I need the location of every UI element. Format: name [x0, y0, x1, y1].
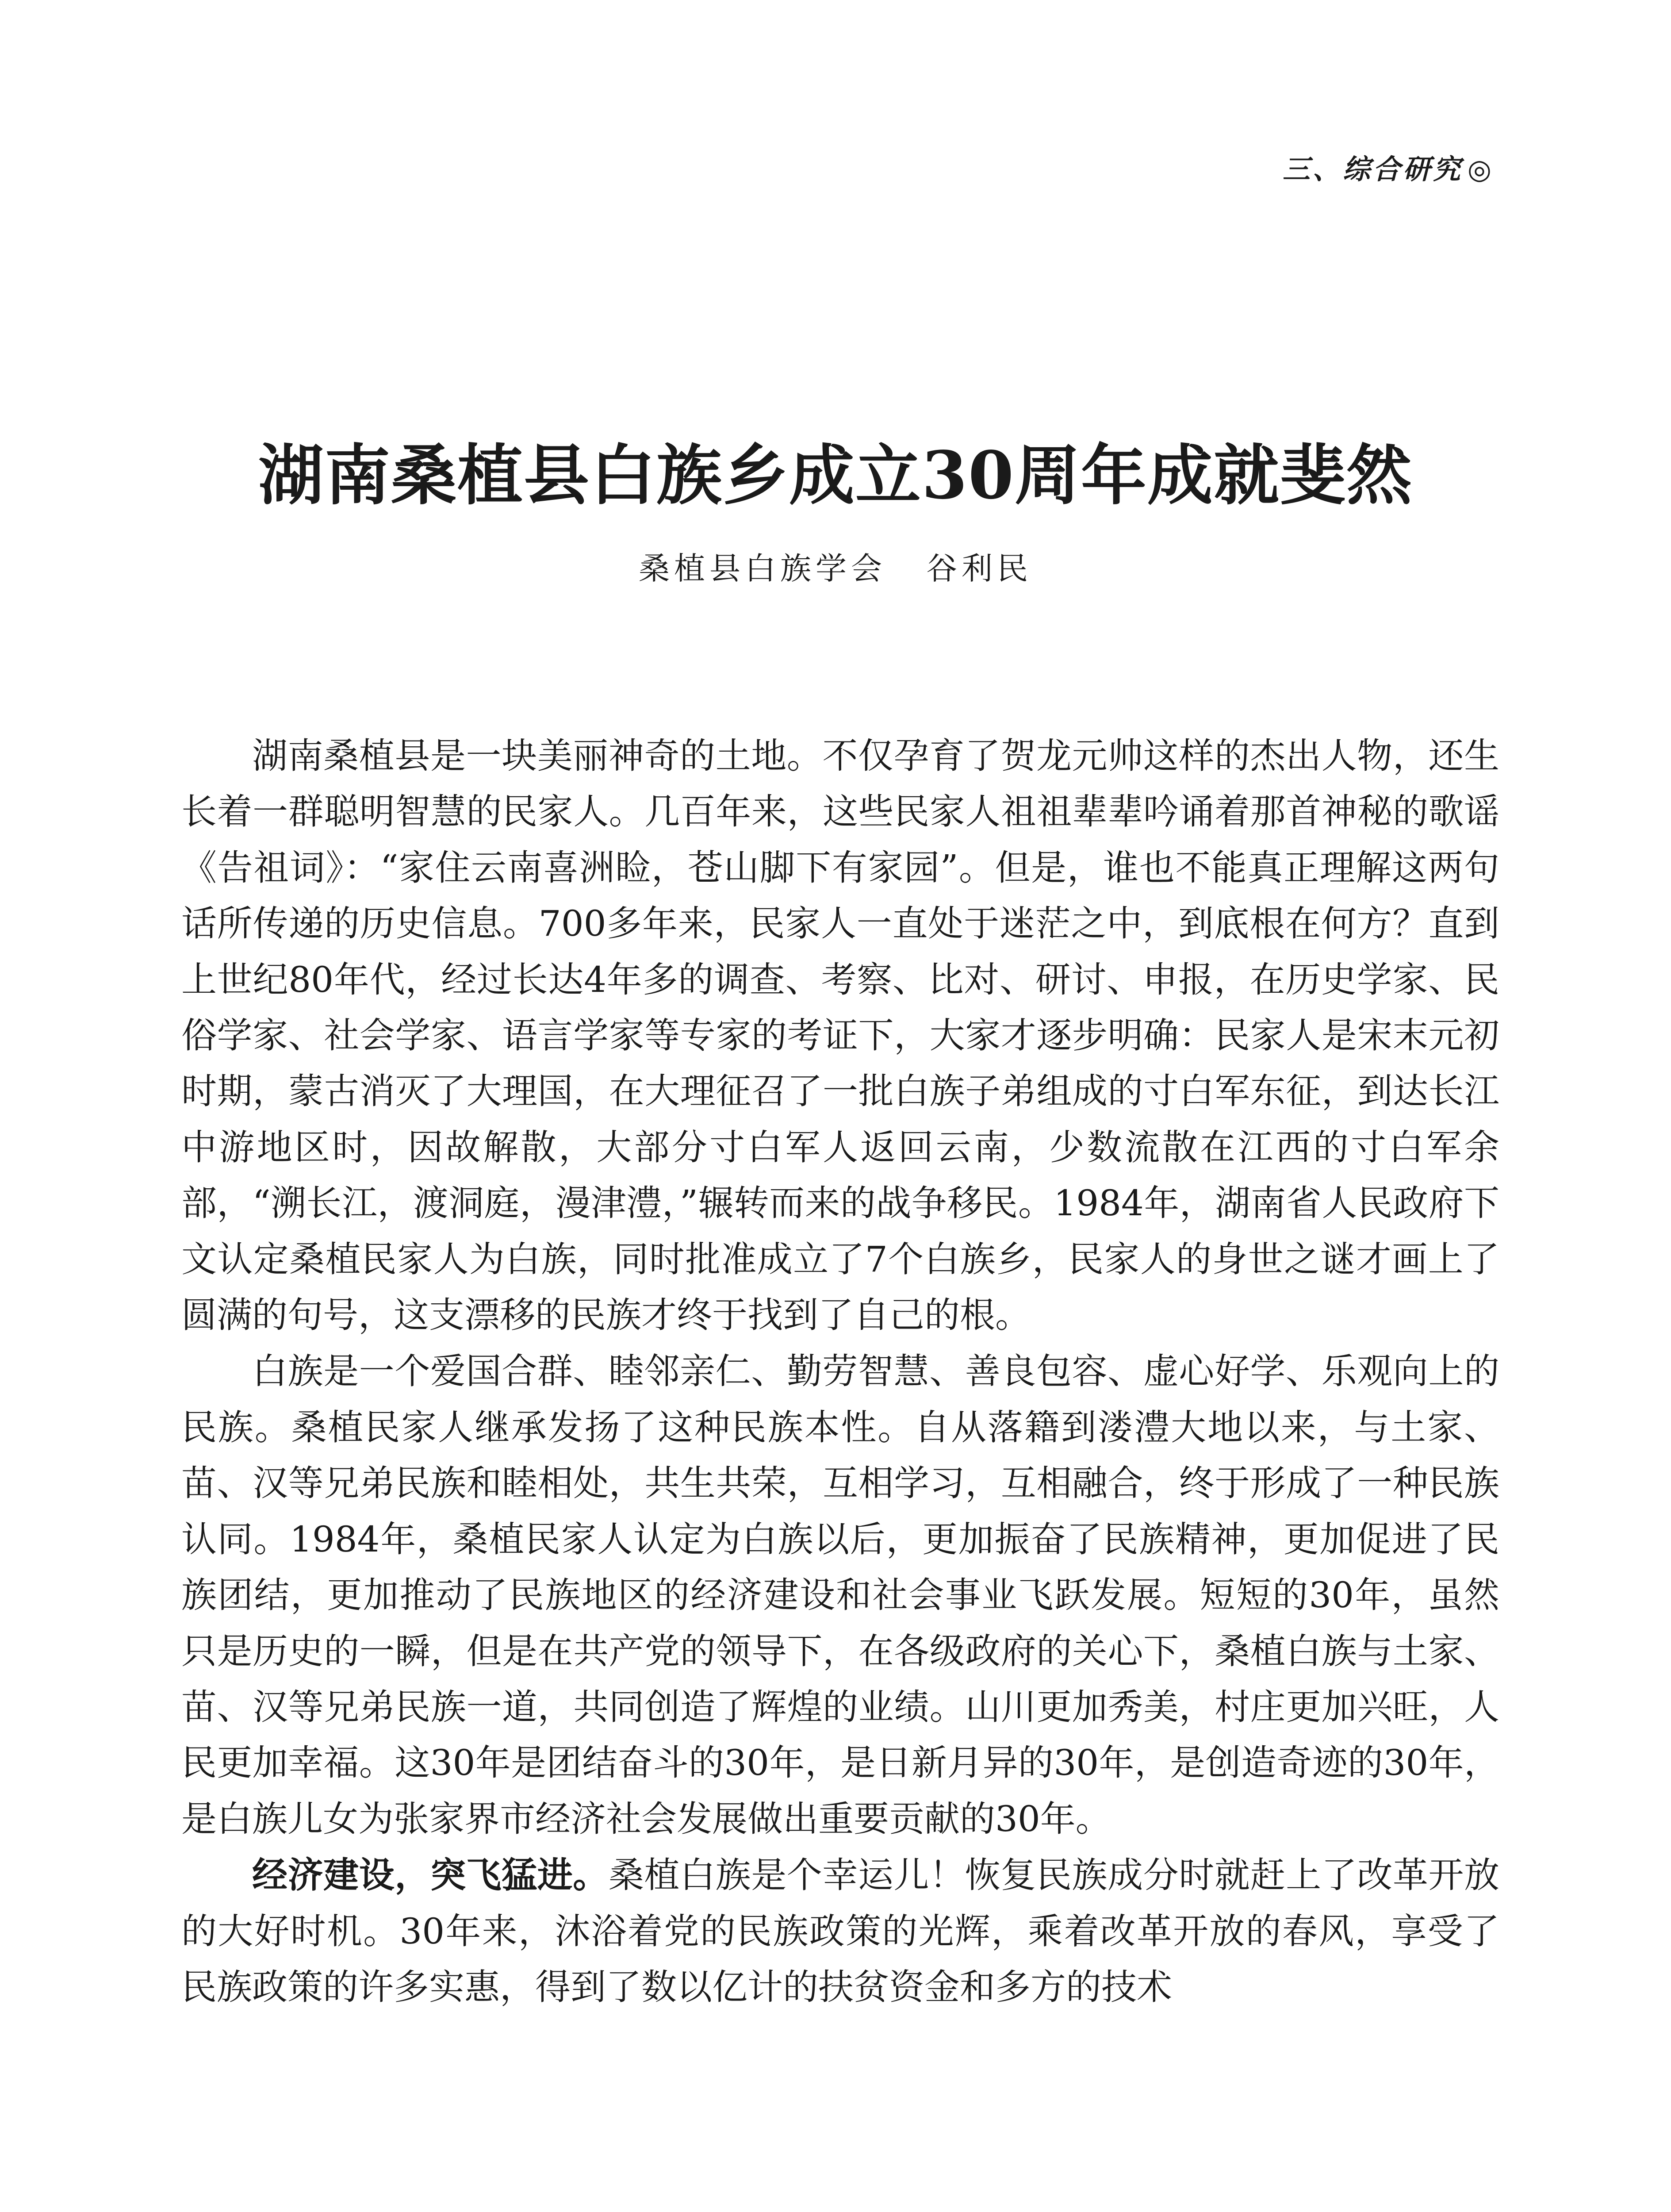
paragraph-1 [181, 728, 1499, 1343]
article-body [181, 728, 1499, 2015]
paragraph-2 [181, 1343, 1499, 1847]
paragraph-text: 桑植白族是个幸运儿！恢复民族成分时就赶上了改革开放的大好时机。30年来，沐浴着党的民族政策的光辉，乘着改革开放的春风，享受了民族政策的许多实惠，得到了数以亿计的扶贫资金和多方的技术 [181, 1855, 1500, 2008]
paragraph-text: 湖南桑植县是一块美丽神奇的土地。不仅孕育了贺龙元帅这样的杰出人物，还生长着一群聪明智慧的民家人。几百年来，这些民家人祖祖辈辈吟诵着那首神秘的歌谣《告祖词》：“家住云南喜洲睑，苍山脚下有家园”。但是，谁也不能真正理解这两句话所传递的历史信息。700多年来，民家人一直处于迷茫之中，到底根在何方？直到上世纪80年代，经过长达4年多的调查、考察、比对、研讨、申报，在历史学家、民俗学家、社会学家、语言学家等专家的考证下，大家才逐步明确：民家人是宋末元初时期，蒙古消灭了大理国，在大理征召了一批白族子弟组成的寸白军东征，到达长江中游地区时，因故解散，大部分寸白军人返回云南，少数流散在江西的寸白军余部，“溯长江，渡洞庭，漫津澧，”辗转而来的战争移民。1984年，湖南省人民政府下文认定桑植民家人为白族，同时批准成立了7个白族乡，民家人的身世之谜才画上了圆满的句号，这支漂移的民族才终于找到了自己的根。 [181, 735, 1499, 1336]
section-mark-icon: ◎ [1467, 153, 1494, 185]
author-name: 谷利民 [926, 550, 1032, 587]
paragraph-text: 白族是一个爱国合群、睦邻亲仁、勤劳智慧、善良包容、虚心好学、乐观向上的民族。桑植民家人继承发扬了这种民族本性。自从落籍到溇澧大地以来，与土家、苗、汉等兄弟民族和睦相处，共生共荣，互相学习，互相融合，终于形成了一种民族认同。1984年，桑植民家人认定为白族以后，更加振奋了民族精神，更加促进了民族团结，更加推动了民族地区的经济建设和社会事业飞跃发展。短短的30年，虽然只是历史的一瞬，但是在共产党的领导下，在各级政府的关心下，桑植白族与土家、苗、汉等兄弟民族一道，共同创造了辉煌的业绩。山川更加秀美，村庄更加兴旺，人民更加幸福。这30年是团结奋斗的30年，是日新月异的30年，是创造奇迹的30年，是白族儿女为张家界市经济社会发展做出重要贡献的30年。 [181, 1351, 1499, 1839]
byline [0, 550, 1671, 587]
paragraph-3 [181, 1847, 1499, 2015]
paragraph-lead-heading: 经济建设，突飞猛进。 [252, 1854, 609, 1896]
author-affiliation: 桑植县白族学会 [639, 550, 886, 587]
article-title: 湖南桑植县白族乡成立30周年成就斐然 [258, 437, 1413, 514]
section-label: 三、综合研究 [1282, 153, 1463, 185]
running-header [1282, 153, 1494, 185]
